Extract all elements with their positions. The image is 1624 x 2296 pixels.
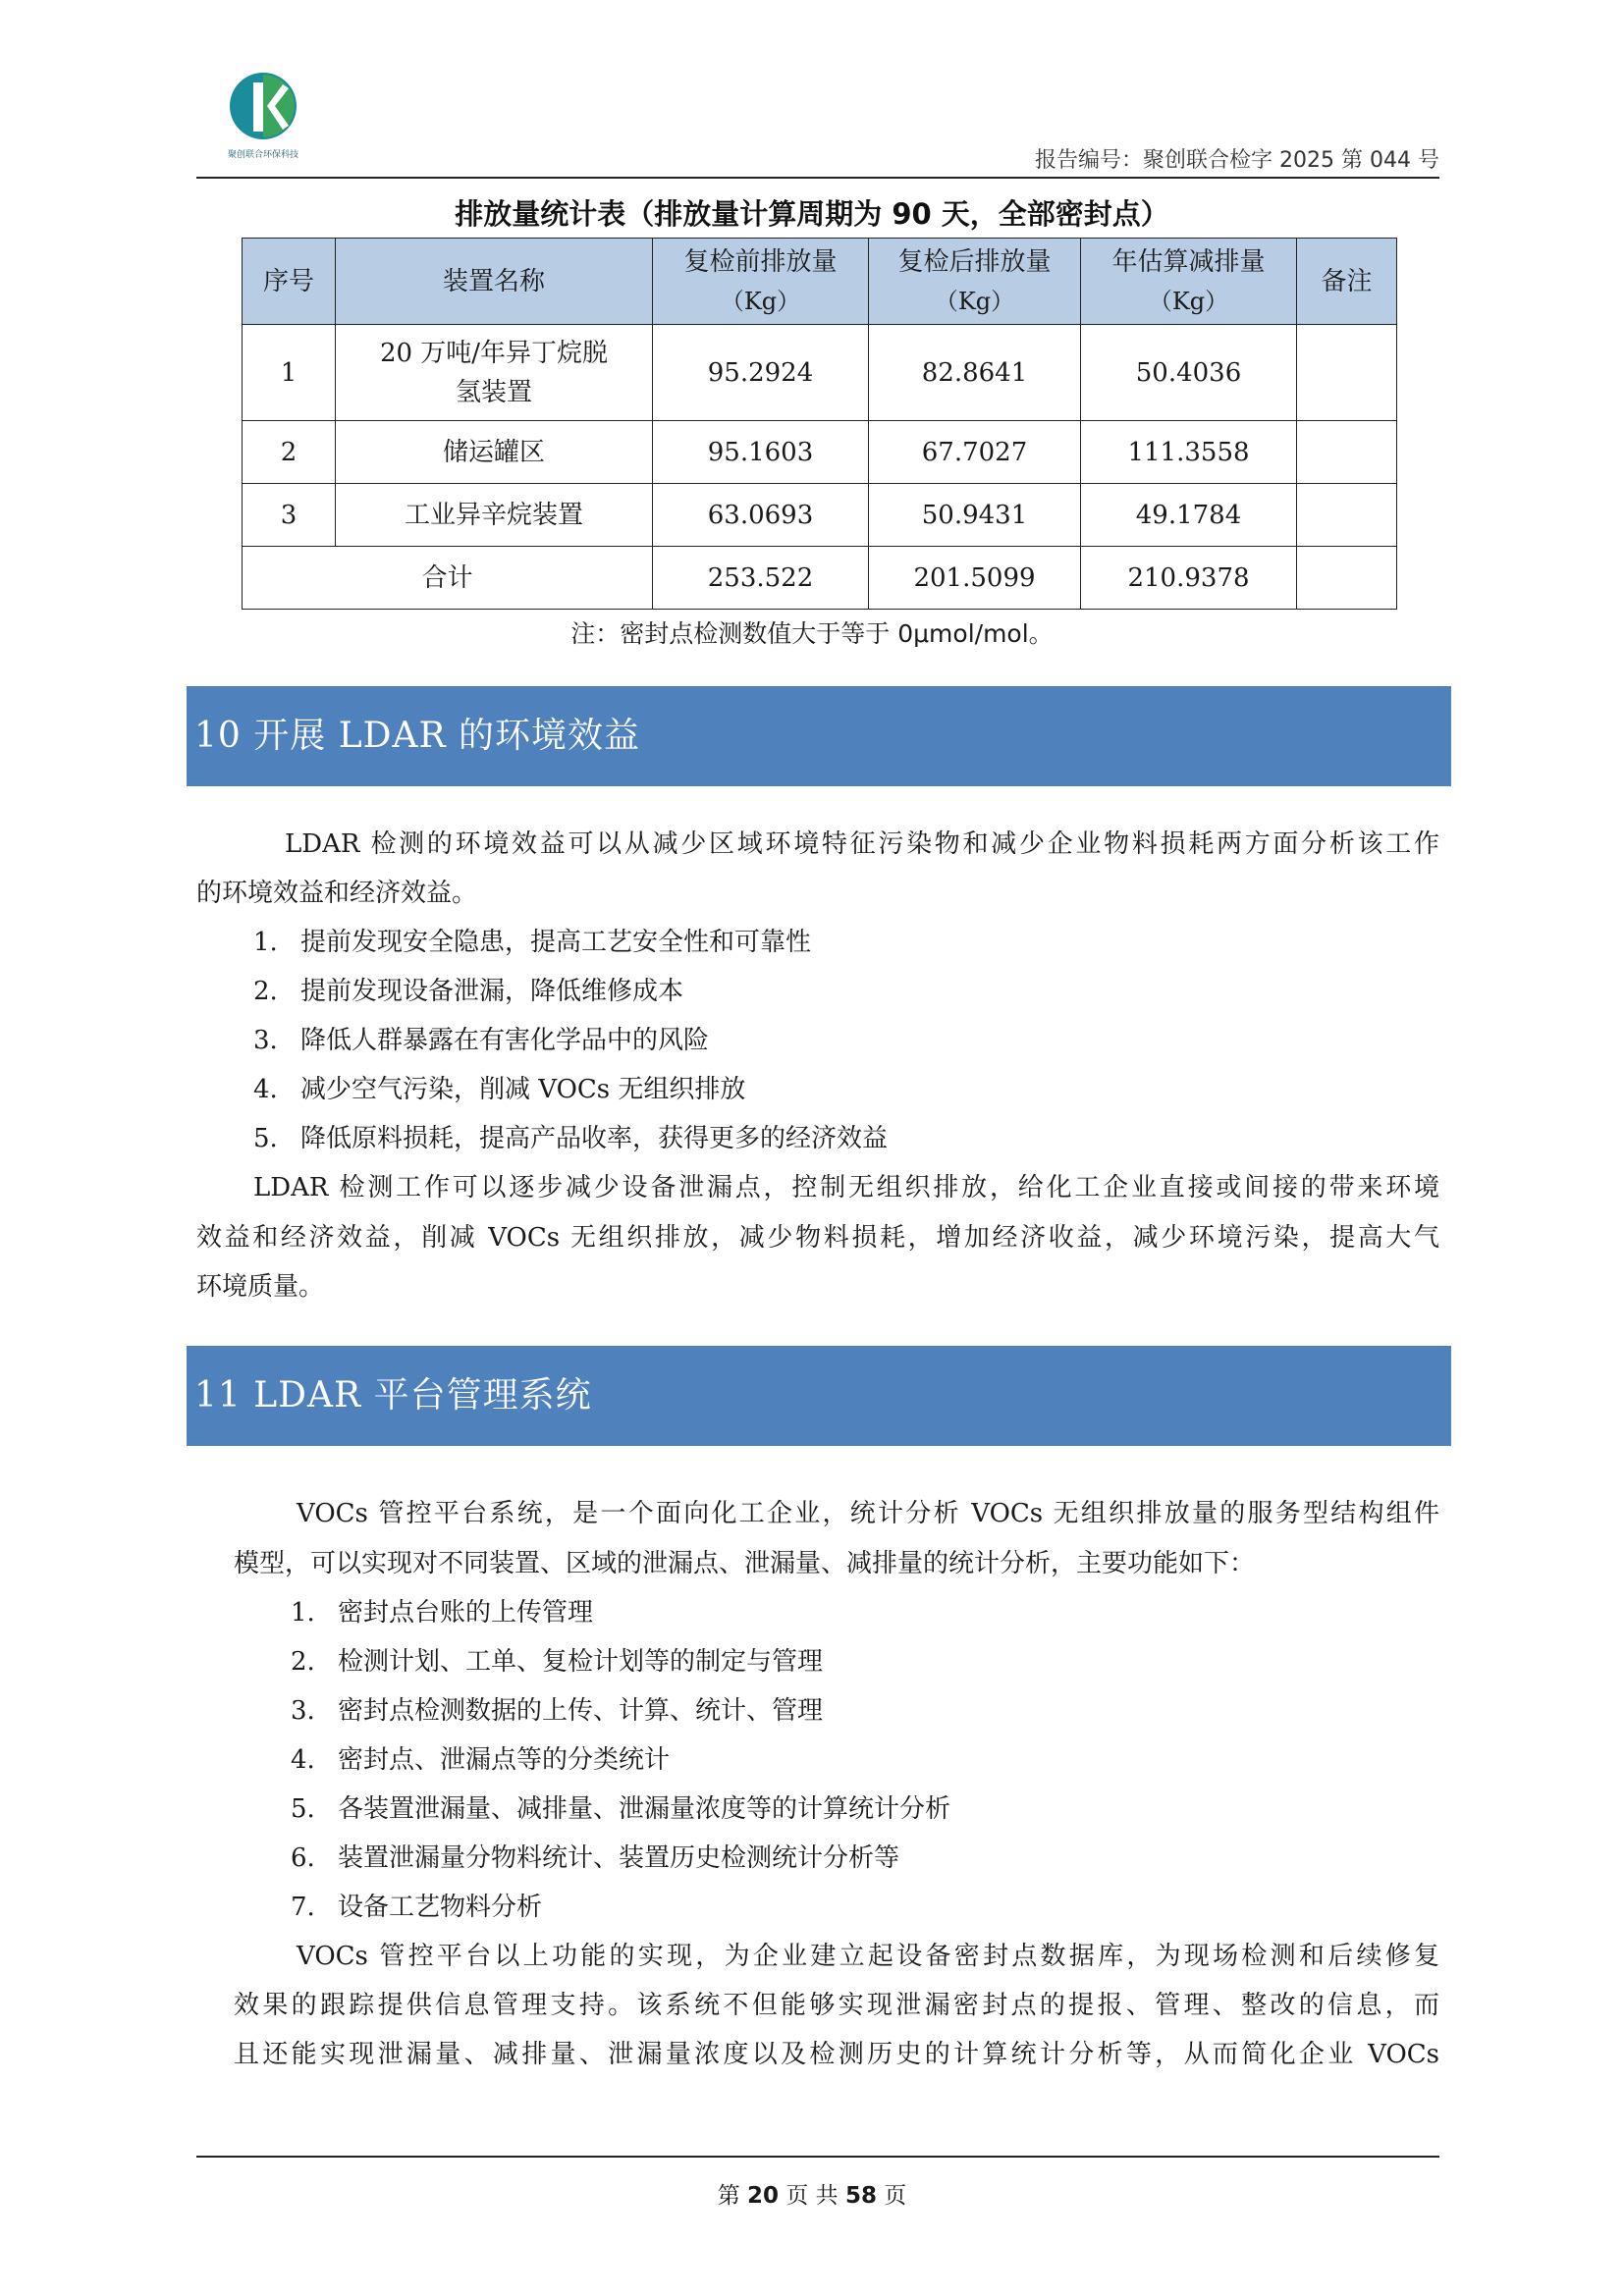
cell-total-label: 合计	[243, 547, 653, 610]
section-10-list-item: 2. 提前发现设备泄漏，降低维修成本	[253, 977, 684, 1006]
cell-after: 50.9431	[869, 484, 1081, 547]
table-row	[243, 421, 1397, 484]
company-logo	[224, 69, 302, 163]
cell-before: 95.2924	[653, 325, 869, 421]
col-header-before: 复检前排放量 （Kg）	[653, 239, 869, 325]
section-10-outro-line: LDAR 检测工作可以逐步减少设备泄漏点，控制无组织排放，给化工企业直接或间接的带来环境	[253, 1173, 1439, 1202]
section-11-outro-line: 效果的跟踪提供信息管理支持。该系统不但能够实现泄漏密封点的提报、管理、整改的信息，而	[234, 1991, 1439, 2020]
section-11-title: 11 LDAR 平台管理系统	[194, 1375, 592, 1415]
col-header-after: 复检后排放量 （Kg）	[869, 239, 1081, 325]
section-11-heading-bar	[187, 1346, 1451, 1446]
cell-reduction: 111.3558	[1081, 421, 1297, 484]
current-page-number: 20	[747, 2183, 780, 2209]
cell-after: 67.7027	[869, 421, 1081, 484]
cell-remark	[1297, 421, 1397, 484]
col-header-remark: 备注	[1297, 239, 1397, 325]
section-11-list-item: 5. 各装置泄漏量、减排量、泄漏量浓度等的计算统计分析	[291, 1794, 951, 1824]
section-11-list-item: 6. 装置泄漏量分物料统计、装置历史检测统计分析等	[291, 1843, 900, 1873]
page-footer: 第 20 页 共 58 页	[717, 2183, 907, 2209]
cell-before: 95.1603	[653, 421, 869, 484]
table-note: 注：密封点检测数值大于等于 0μmol/mol。	[570, 619, 1054, 648]
section-10-intro-line: LDAR 检测的环境效益可以从减少区域环境特征污染物和减少企业物料损耗两方面分析该工作	[285, 829, 1439, 859]
section-10-heading-bar	[187, 686, 1451, 786]
cell-no: 2	[243, 421, 336, 484]
section-10-outro-line: 效益和经济效益，削减 VOCs 无组织排放，减少物料损耗，增加经济收益，减少环境污染，提高大气	[196, 1223, 1439, 1253]
cell-total-remark	[1297, 547, 1397, 610]
report-number: 报告编号：聚创联合检字 2025 第 044 号	[1035, 148, 1439, 173]
table-row	[243, 484, 1397, 547]
cell-total-after: 201.5099	[869, 547, 1081, 610]
header-divider	[196, 177, 1439, 179]
section-10-outro-line: 环境质量。	[196, 1272, 325, 1302]
cell-reduction: 50.4036	[1081, 325, 1297, 421]
section-11-list-item: 1. 密封点台账的上传管理	[291, 1598, 594, 1628]
emission-stats-table	[242, 238, 1397, 610]
section-10-list-item: 3. 降低人群暴露在有害化学品中的风险	[253, 1026, 710, 1055]
section-11-list-item: 3. 密封点检测数据的上传、计算、统计、管理	[291, 1696, 824, 1726]
table-title: 排放量统计表（排放量计算周期为 90 天，全部密封点）	[455, 197, 1169, 231]
logo-text: 聚创联合环保科技	[227, 150, 298, 160]
cell-total-reduction: 210.9378	[1081, 547, 1297, 610]
cell-name: 工业异辛烷装置	[336, 484, 653, 547]
section-11-list-item: 4. 密封点、泄漏点等的分类统计	[291, 1745, 671, 1775]
col-header-no: 序号	[243, 239, 336, 325]
table-header-row	[243, 239, 1397, 325]
cell-no: 1	[243, 325, 336, 421]
section-10-list-item: 5. 降低原料损耗，提高产品收率，获得更多的经济效益	[253, 1124, 889, 1153]
section-11-intro-line: VOCs 管控平台系统，是一个面向化工企业，统计分析 VOCs 无组织排放量的服务型结构组件	[297, 1499, 1439, 1528]
section-11-list-item: 2. 检测计划、工单、复检计划等的制定与管理	[291, 1647, 824, 1677]
total-pages-number: 58	[844, 2183, 877, 2209]
cell-after: 82.8641	[869, 325, 1081, 421]
section-11-outro-line: 且还能实现泄漏量、减排量、泄漏量浓度以及检测历史的计算统计分析等，从而简化企业 VOCs	[234, 2040, 1439, 2069]
col-header-reduction: 年估算减排量 （Kg）	[1081, 239, 1297, 325]
table-total-row	[243, 547, 1397, 610]
table-row	[243, 325, 1397, 421]
cell-no: 3	[243, 484, 336, 547]
cell-reduction: 49.1784	[1081, 484, 1297, 547]
section-11-list-item: 7. 设备工艺物料分析	[291, 1893, 543, 1922]
cell-name: 20 万吨/年异丁烷脱 氢装置	[336, 325, 653, 421]
cell-total-before: 253.522	[653, 547, 869, 610]
footer-divider	[196, 2156, 1439, 2158]
section-10-title: 10 开展 LDAR 的环境效益	[194, 716, 641, 756]
cell-name: 储运罐区	[336, 421, 653, 484]
col-header-name: 装置名称	[336, 239, 653, 325]
section-10-intro-line: 的环境效益和经济效益。	[196, 879, 478, 908]
section-10-list-item: 1. 提前发现安全隐患，提高工艺安全性和可靠性	[253, 928, 812, 957]
section-11-outro-line: VOCs 管控平台以上功能的实现，为企业建立起设备密封点数据库，为现场检测和后续修复	[297, 1942, 1439, 1971]
cell-remark	[1297, 484, 1397, 547]
section-11-intro-line: 模型，可以实现对不同装置、区域的泄漏点、泄漏量、减排量的统计分析，主要功能如下：	[234, 1549, 1256, 1578]
section-10-list-item: 4. 减少空气污染，削减 VOCs 无组织排放	[253, 1075, 746, 1104]
cell-before: 63.0693	[653, 484, 869, 547]
cell-remark	[1297, 325, 1397, 421]
